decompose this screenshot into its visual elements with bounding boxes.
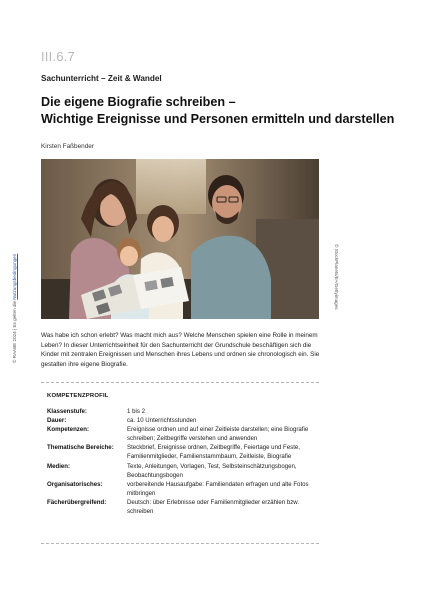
profile-row [47, 407, 315, 416]
profile-value: Ereignisse ordnen und auf einer Zeitleiste darstellen; eine Biografie schreiben; Zeitbegriffe verstehen und anwenden [127, 426, 309, 443]
divider-bottom [41, 543, 319, 544]
divider-top [41, 382, 319, 383]
title-line-2: Wichtige Ereignisse und Personen ermitteln und darstellen [41, 112, 395, 126]
profile-value: Texte, Anleitungen, Vorlagen, Test, Selbsteinschätzungsbogen, Beobachtungsbogen [127, 462, 297, 479]
profile-value: ca. 10 Unterrichtsstunden [127, 417, 197, 425]
profile-heading: KOMPETENZPROFIL [47, 393, 109, 399]
competence-profile [47, 407, 315, 516]
profile-value: Deutsch: über Erlebnisse oder Familienmitglieder erzählen bzw. schreiben [127, 498, 300, 516]
subject-line: Sachunterricht – Zeit & Wandel [41, 74, 162, 83]
page-title [41, 94, 401, 128]
profile-key: Organisatorisches: [47, 480, 103, 488]
photo-credit: © StockPlanets/E+/Gettyimages [334, 244, 339, 310]
copyright-note [12, 243, 17, 363]
terms-link[interactable]: Nutzungsbedingungen [12, 253, 17, 300]
intro-text: Was habe ich schon erlebt? Was macht mich aus? Welche Menschen spielen eine Rolle in meinem Leben? In dieser Unterrichtseinheit für den Sachunterricht der Grundschule beschäftigen sich die Kinder mit zentralen Ereignissen und Menschen ihres Lebens und ordnen sie chronologisch ein. Sie gestalten ihre eigene Biografie. [41, 332, 320, 368]
profile-row [47, 416, 315, 425]
profile-key: Thematische Bereiche: [47, 444, 114, 452]
profile-row [47, 480, 315, 498]
profile-key: Dauer: [47, 417, 67, 425]
profile-value: vorbereitende Hausaufgabe: Familiendaten erfragen und alte Fotos mitbringen [127, 480, 309, 497]
family-photo [41, 159, 319, 319]
author: Kirsten Faßbender [41, 143, 94, 150]
section-code: III.6.7 [41, 49, 75, 64]
profile-row [47, 498, 315, 516]
profile-key: Klassenstufe: [47, 408, 87, 415]
profile-value: 1 bis 2 [127, 408, 145, 415]
profile-key: Kompetenzen: [47, 426, 89, 434]
profile-value: Steckbrief, Ereignisse ordnen, Zeitbegriffe, Feiertage und Feste, Familienmitglieder, Familienstammbaum, Zeitleiste, Biografie [127, 444, 300, 461]
profile-key: Fächerübergreifend: [47, 498, 107, 506]
profile-row [47, 425, 315, 443]
copyright-text: © RAABE 2024 | Es gelten die [12, 299, 17, 363]
title-line-1: Die eigene Biografie schreiben – [41, 95, 236, 109]
profile-row [47, 443, 315, 461]
profile-key: Medien: [47, 462, 71, 470]
profile-row [47, 462, 315, 480]
